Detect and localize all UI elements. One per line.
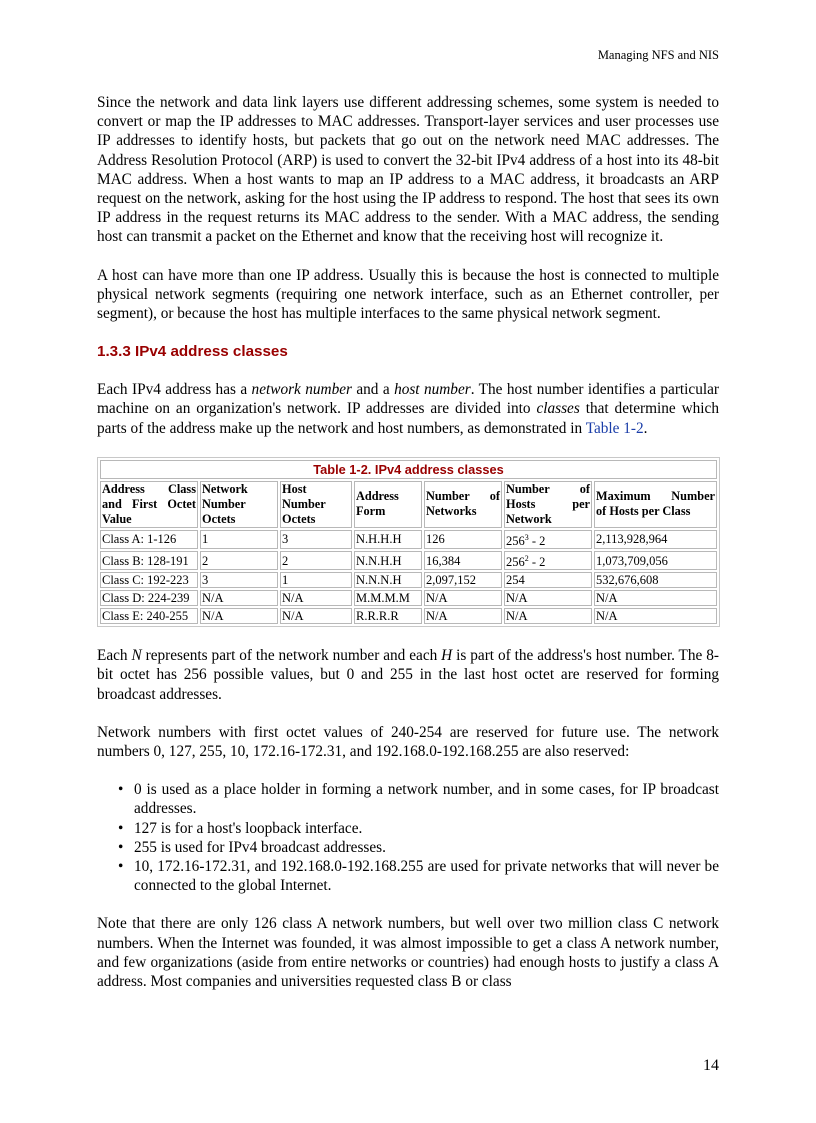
text-run: that determine which parts of the address make up the network and host numbers, as demonstrated in (97, 400, 719, 437)
paragraph-address-parts (97, 380, 719, 438)
cell-class: Class E: 240-255 (100, 608, 198, 624)
cell-networks: 126 (424, 530, 502, 549)
cell-max-hosts: N/A (594, 590, 717, 606)
paragraph-multiple-ip: A host can have more than one IP address. Usually this is because the host is connected to multiple physical network segments (requiring one network interface, such as an Ethernet controller, per segment), or because the host has multiple interfaces to the same physical network segment. (97, 266, 719, 323)
table-row (100, 572, 717, 588)
table-header-row (100, 481, 717, 528)
term-network-number: network number (251, 381, 352, 399)
table-row (100, 551, 717, 570)
cell-networks: N/A (424, 608, 502, 624)
text-run: Each (97, 647, 132, 665)
table-row (100, 608, 717, 624)
cell-hosts-per-network: N/A (504, 608, 592, 624)
header-text: Number of (426, 489, 500, 504)
cell-max-hosts: 1,073,709,056 (594, 551, 717, 570)
paragraph-notation (97, 646, 719, 704)
power-rest: - 2 (528, 555, 546, 570)
table-caption: Table 1-2. IPv4 address classes (313, 461, 504, 477)
cell-host-octets: 1 (280, 572, 352, 588)
cell-networks: N/A (424, 590, 502, 606)
power-base: 256 (506, 534, 525, 548)
header-text: Number of (506, 481, 590, 496)
running-header: Managing NFS and NIS (597, 48, 719, 62)
text-run: represents part of the network number and each (141, 647, 442, 665)
header-text: of Hosts per Class (596, 504, 691, 519)
header-hosts-per-network (504, 481, 592, 528)
table-row (100, 530, 717, 549)
cell-network-octets: N/A (200, 590, 278, 606)
cell-address-form: R.R.R.R (354, 608, 422, 624)
symbol-n: N (131, 647, 142, 665)
cell-address-form: N.H.H.H (354, 530, 422, 549)
header-max-hosts (594, 481, 717, 528)
list-item: • 127 is for a host's loopback interface. (134, 819, 719, 838)
section-heading: 1.3.3 IPv4 address classes (97, 343, 288, 361)
header-host-octets: Host Number Octets (280, 481, 352, 528)
cell-network-octets: 1 (200, 530, 278, 549)
header-text: Hosts per (506, 496, 590, 511)
paragraph-class-counts: Note that there are only 126 class A network numbers, but well over two million class C network numbers. When the Internet was founded, it was almost impossible to get a class A network number, and few organizations (aside from entire networks or countries) had enough hosts to justify a class A address. Most companies and universities requested class B or class (97, 915, 719, 990)
table-reference-link[interactable]: Table 1-2 (585, 419, 644, 437)
cell-networks: 16,384 (424, 551, 502, 570)
header-text: Address Class (102, 481, 196, 496)
header-number-networks (424, 481, 502, 528)
table-row (100, 590, 717, 606)
header-network-octets: Network Number Octets (200, 481, 278, 528)
list-item: • 0 is used as a place holder in forming a network number, and in some cases, for IP broadcast addresses. (134, 780, 719, 818)
term-classes: classes (536, 400, 580, 418)
text-run: and a (351, 381, 395, 399)
text-run: . (643, 419, 648, 437)
header-text: Networks (426, 504, 477, 519)
cell-network-octets: 3 (200, 572, 278, 588)
header-text: and First Octet (102, 496, 196, 511)
reserved-list (97, 780, 719, 895)
cell-class: Class B: 128-191 (100, 551, 198, 570)
list-item: • 255 is used for IPv4 broadcast addresses. (134, 838, 719, 857)
cell-host-octets: N/A (280, 590, 352, 606)
cell-class: Class A: 1-126 (100, 530, 198, 549)
list-item: • 10, 172.16-172.31, and 192.168.0-192.168.255 are used for private networks that will never be connected to the global Internet. (134, 857, 719, 895)
page-content (97, 93, 719, 1010)
page-number: 14 (703, 1057, 719, 1074)
cell-hosts-per-network (504, 551, 592, 570)
paragraph-arp: Since the network and data link layers use different addressing schemes, some system is needed to convert or map the IP addresses to MAC addresses. Transport-layer services and user processes use IP addresses to identify hosts, but packets that go out on the network need MAC addresses. The Address Resolution Protocol (ARP) is used to convert the 32-bit IPv4 address of a host into its 48-bit MAC address. When a host wants to map an IP address to a MAC address, it broadcasts an ARP request on the network, asking for the host using the IP address to respond. The host that sees its own IP address in the request returns its MAC address to the sender. With a MAC address, the sending host can transmit a packet on the Ethernet and know that the receiving host will recognize it. (97, 94, 719, 246)
header-text: Maximum Number (596, 489, 715, 504)
symbol-h: H (441, 647, 453, 665)
text-run: Each IPv4 address has a (97, 381, 252, 399)
header-address-form: Address Form (354, 481, 422, 528)
cell-network-octets: N/A (200, 608, 278, 624)
ipv4-classes-table (97, 457, 720, 627)
term-host-number: host number (394, 381, 471, 399)
power-rest: - 2 (528, 534, 546, 548)
cell-host-octets: 3 (280, 530, 352, 549)
cell-network-octets: 2 (200, 551, 278, 570)
power-exponent: 2 (524, 554, 529, 563)
cell-address-form: N.N.N.H (354, 572, 422, 588)
cell-hosts-per-network (504, 530, 592, 549)
cell-class: Class C: 192-223 (100, 572, 198, 588)
cell-address-form: M.M.M.M (354, 590, 422, 606)
cell-host-octets: 2 (280, 551, 352, 570)
paragraph-reserved: Network numbers with first octet values of 240-254 are reserved for future use. The network numbers 0, 127, 255, 10, 172.16-172.31, and 192.168.0-192.168.255 are also reserved: (97, 723, 719, 760)
power-base: 256 (506, 555, 525, 570)
cell-max-hosts: 2,113,928,964 (594, 530, 717, 549)
cell-max-hosts: N/A (594, 608, 717, 624)
cell-max-hosts: 532,676,608 (594, 572, 717, 588)
cell-host-octets: N/A (280, 608, 352, 624)
cell-address-form: N.N.H.H (354, 551, 422, 570)
cell-hosts-per-network: 254 (504, 572, 592, 588)
header-text: Value (102, 511, 132, 526)
text-run: is part of the address's host number. The 8-bit octet has 256 possible values, but 0 and 255 in the last host octet are reserved for forming broadcast addresses. (97, 647, 719, 703)
table-caption-row (100, 460, 717, 479)
cell-class: Class D: 224-239 (100, 590, 198, 606)
power-exponent: 3 (524, 532, 529, 542)
cell-networks: 2,097,152 (424, 572, 502, 588)
header-text: Network (506, 511, 552, 526)
table-caption-cell (100, 460, 717, 479)
text-run: . The host number identifies a particular machine on an organization's network. IP addresses are divided into (97, 381, 719, 418)
cell-hosts-per-network: N/A (504, 590, 592, 606)
header-address-class (100, 481, 198, 528)
